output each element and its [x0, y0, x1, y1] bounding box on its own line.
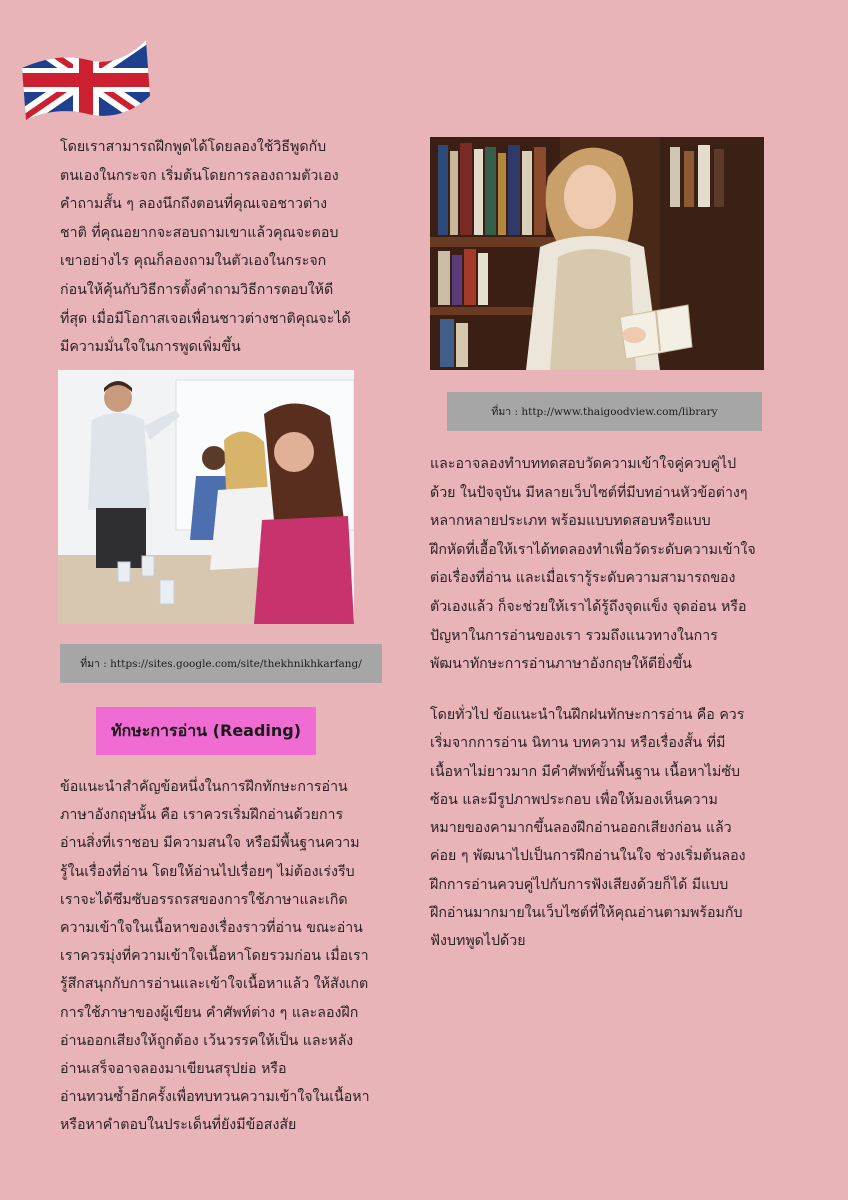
reading-heading — [96, 707, 316, 755]
uk-flag-icon — [18, 30, 152, 122]
text-line: ความเข้าใจในเนื้อหาของเรื่องราวที่อ่าน ขณะอ่าน — [60, 920, 363, 937]
text-line: โดยทั่วไป ข้อแนะนำในฝึกฝนทักษะการอ่าน คือ ควร — [430, 707, 745, 723]
text-line: ตนเองในกระจก เริ่มต้นโดยการลองถามตัวเอง — [60, 167, 339, 184]
speaking-mirror-paragraph — [60, 133, 351, 362]
text-line: เราจะได้ซึมซับอรรถรสของการใช้ภาษาและเกิด — [60, 891, 348, 908]
text-line: คำถามสั้น ๆ ลองนึกถึงตอนที่คุณเจอชาวต่าง — [60, 196, 328, 213]
text-line: เริ่มจากการอ่าน นิทาน บทความ หรือเรื่องสั้น ที่มี — [430, 735, 726, 752]
girl-reading-photo — [430, 137, 764, 370]
text-line: ภาษาอังกฤษนั้น คือ เราควรเริ่มฝึกอ่านด้วยการ — [60, 807, 344, 824]
classroom-photo-caption — [60, 644, 382, 683]
text-line: เขาอย่างไร คุณก็ลองถามในตัวเองในกระจก — [60, 253, 327, 270]
text-line: และอาจลองทำบททดสอบวัดความเข้าใจคู่ควบคู่ไป — [430, 456, 737, 472]
text-line: ตัวเองแล้ว ก็จะช่วยให้เราได้รู้ถึงจุดแข็ง จุดอ่อน หรือ — [430, 598, 747, 615]
text-line: พัฒนาทักษะการอ่านภาษาอังกฤษให้ดียิ่งขึ้น — [430, 656, 692, 673]
text-line: อ่านสิ่งที่เราชอบ มีความสนใจ หรือมีพื้นฐานความ — [60, 835, 360, 852]
text-line: หมายของคามากขึ้นลองฝึกอ่านออกเสียงก่อน แล้ว — [430, 820, 732, 837]
text-line: หลากหลายประเภท พร้อมแบบทดสอบหรือแบบ — [430, 513, 711, 530]
text-line: มีความมั่นใจในการพูดเพิ่มขึ้น — [60, 339, 241, 356]
text-line: ฝึกอ่านมากมายในเว็บไซต์ที่ให้คุณอ่านตามพร้อมกับ — [430, 905, 743, 922]
text-line: ชาติ ที่คุณอยากจะสอบถามเขาแล้วคุณจะตอบ — [60, 224, 339, 241]
reading-tests-paragraph — [430, 450, 756, 679]
text-line: อ่านทวนซ้ำอีกครั้งเพื่อทบทวนความเข้าใจในเนื้อหา — [60, 1089, 370, 1106]
text-line: โดยเราสามารถฝึกพูดได้โดยลองใช้วิธีพูดกับ — [60, 139, 327, 155]
text-line: ฟังบทพูดไปด้วย — [430, 933, 526, 950]
text-line: เราควรมุ่งที่ความเข้าใจเนื้อหาโดยรวมก่อน เมื่อเรา — [60, 948, 369, 965]
text-line: อ่านออกเสียงให้ถูกต้อง เว้นวรรคให้เป็น และหลัง — [60, 1032, 354, 1049]
text-line: ค่อย ๆ พัฒนาไปเป็นการฝึกอ่านในใจ ช่วงเริ่มต้นลอง — [430, 848, 746, 865]
text-line: ปัญหาในการอ่านของเรา รวมถึงแนวทางในการ — [430, 627, 718, 644]
caption-text: ที่มา : http://www.thaigoodview.com/library — [491, 406, 718, 418]
reading-intro-paragraph — [60, 773, 370, 1140]
girl-reading-photo-caption — [447, 392, 762, 431]
text-line: ต่อเรื่องที่อ่าน และเมื่อเรารู้ระดับความสามารถของ — [430, 570, 736, 587]
caption-text: ที่มา : https://sites.google.com/site/thekhnikhkarfang/ — [80, 658, 362, 670]
classroom-photo — [58, 370, 354, 624]
reading-general-paragraph — [430, 701, 746, 956]
text-line: ด้วย ในปัจจุบัน มีหลายเว็บไซต์ที่มีบทอ่านหัวข้อต่างๆ — [430, 484, 748, 501]
text-line: ฝึกการอ่านควบคู่ไปกับการฟังเสียงด้วยก็ได้ มีแบบ — [430, 876, 729, 893]
text-line: ข้อแนะนำสำคัญข้อหนึ่งในการฝึกทักษะการอ่าน — [60, 779, 348, 795]
text-line: อ่านเสร็จอาจลองมาเขียนสรุปย่อ หรือ — [60, 1061, 287, 1078]
text-line: รู้ในเรื่องที่อ่าน โดยให้อ่านไปเรื่อยๆ ไม่ต้องเร่งรีบ — [60, 863, 355, 880]
text-line: การใช้ภาษาของผู้เขียน คำศัพท์ต่าง ๆ และลองฝึก — [60, 1004, 359, 1021]
text-line: เนื้อหาไม่ยาวมาก มีคำศัพท์ขั้นพื้นฐาน เนื้อหาไม่ซับ — [430, 763, 741, 780]
reading-heading-text: ทักษะการอ่าน (Reading) — [110, 720, 302, 740]
text-line: หรือหาคำตอบในประเด็นที่ยังมีข้อสงสัย — [60, 1117, 297, 1134]
text-line: ก่อนให้คุ้นกับวิธีการตั้งคำถามวิธีการตอบให้ดี — [60, 281, 334, 298]
text-line: ที่สุด เมื่อมีโอกาสเจอเพื่อนชาวต่างชาติคุณจะได้ — [60, 310, 351, 327]
text-line: ฝึกหัดที่เอื้อให้เราได้ทดลองทำเพื่อวัดระดับความเข้าใจ — [430, 541, 756, 558]
text-line: รู้สึกสนุกกับการอ่านและเข้าใจเนื้อหาแล้ว ให้สังเกต — [60, 976, 369, 993]
text-line: ซ้อน และมีรูปภาพประกอบ เพื่อให้มองเห็นความ — [430, 791, 718, 808]
